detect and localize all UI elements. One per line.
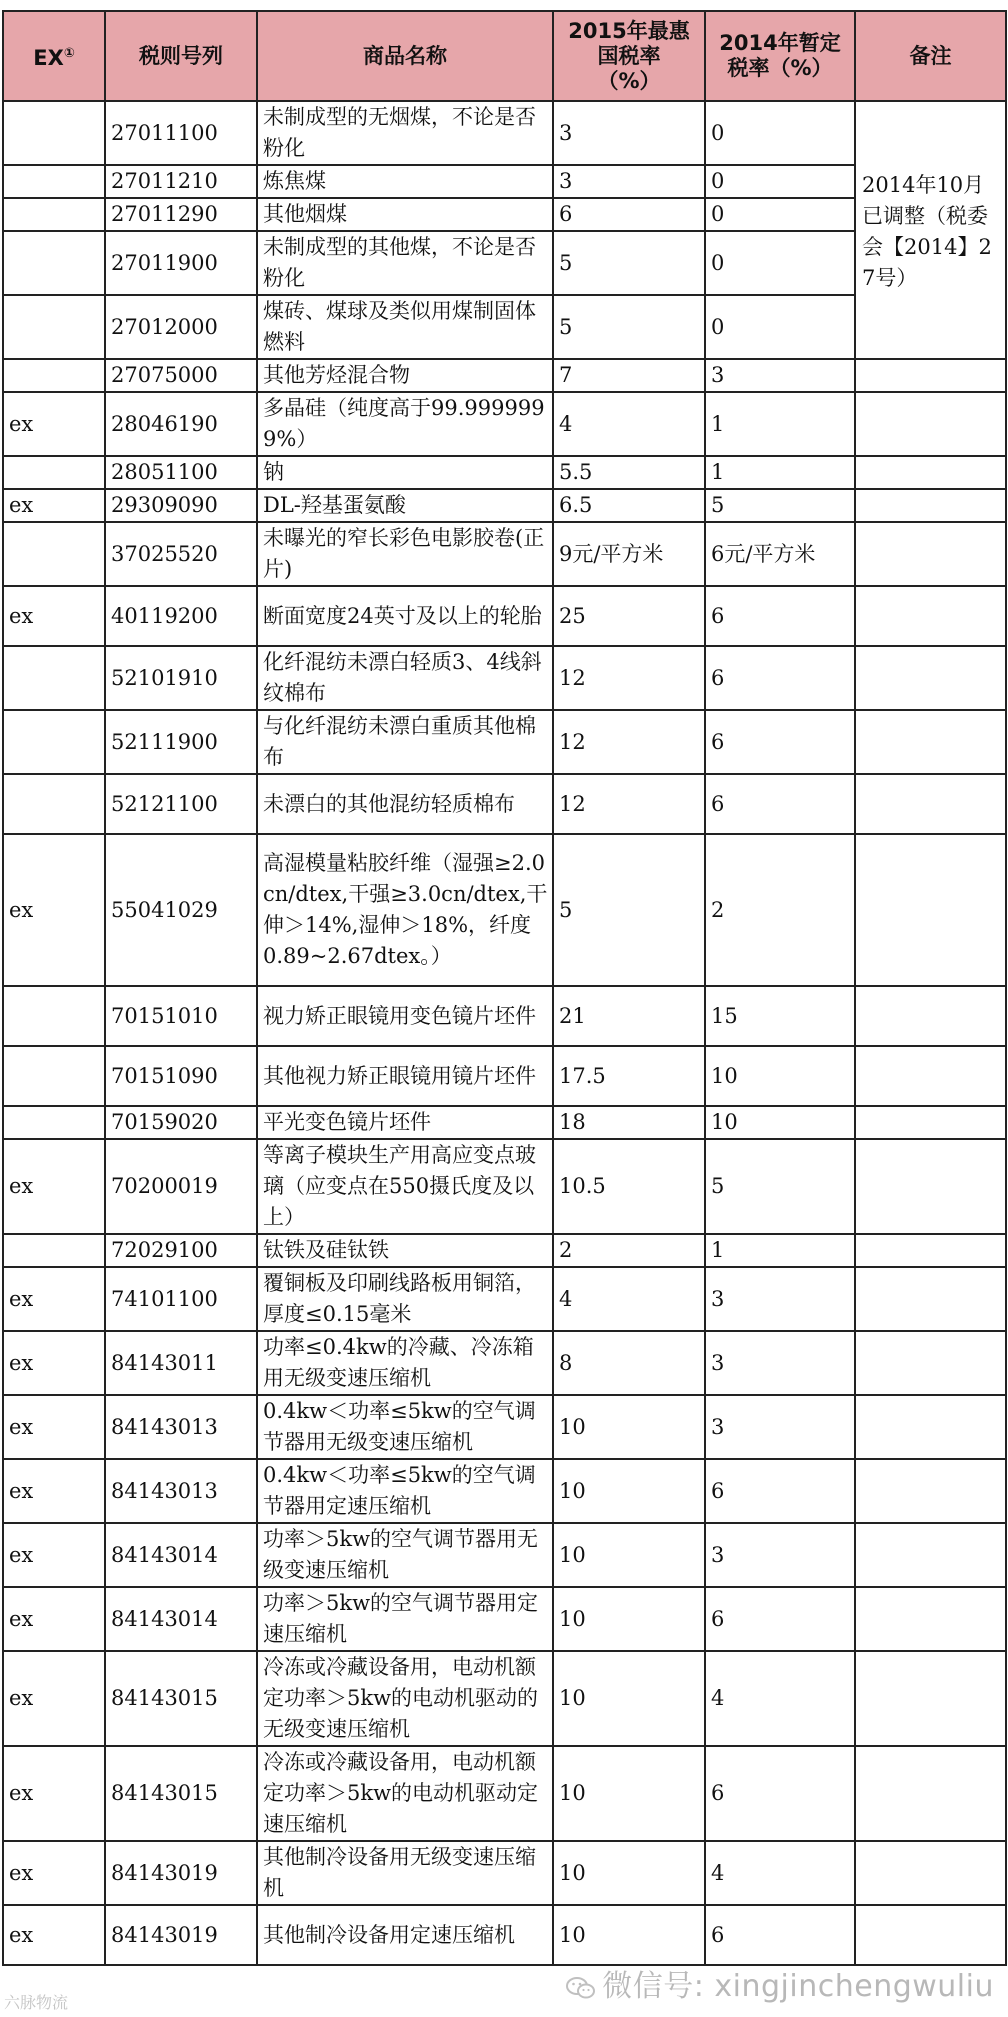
cell-mfn-rate: 9元/平方米 (553, 522, 705, 586)
table-row (3, 456, 1006, 489)
cell-note-empty (855, 1234, 1006, 1267)
source-watermark-text: 六脉物流 (4, 1993, 69, 2012)
cell-mfn-rate: 10 (553, 1523, 705, 1587)
cell-mfn-rate: 2 (553, 1234, 705, 1267)
cell-ex: ex (3, 1395, 105, 1459)
cell-note: 2014年10月已调整（税委会【2014】27号） (855, 101, 1006, 359)
cell-ex: ex (3, 586, 105, 646)
cell-ex: ex (3, 1905, 105, 1965)
cell-interim-rate: 0 (705, 295, 855, 359)
cell-code: 70151010 (105, 986, 257, 1046)
cell-interim-rate: 0 (705, 198, 855, 231)
cell-name: 未曝光的窄长彩色电影胶卷(正片) (257, 522, 553, 586)
table-row (3, 774, 1006, 834)
cell-note-empty (855, 1746, 1006, 1841)
cell-mfn-rate: 5 (553, 231, 705, 295)
table-row (3, 1587, 1006, 1651)
cell-note-empty (855, 359, 1006, 392)
table-row (3, 1331, 1006, 1395)
cell-code: 27011100 (105, 101, 257, 165)
cell-name: 0.4kw＜功率≤5kw的空气调节器用无级变速压缩机 (257, 1395, 553, 1459)
table-row (3, 1106, 1006, 1139)
cell-ex (3, 522, 105, 586)
cell-ex (3, 165, 105, 198)
cell-code: 74101100 (105, 1267, 257, 1331)
cell-ex: ex (3, 1523, 105, 1587)
cell-code: 84143014 (105, 1523, 257, 1587)
cell-ex (3, 456, 105, 489)
cell-name: 其他制冷设备用定速压缩机 (257, 1905, 553, 1965)
cell-mfn-rate: 5 (553, 834, 705, 986)
cell-note-empty (855, 489, 1006, 522)
cell-note-empty (855, 1841, 1006, 1905)
cell-name: 平光变色镜片坯件 (257, 1106, 553, 1139)
header-ex: EX① (3, 11, 105, 101)
cell-name: 钠 (257, 456, 553, 489)
table-row (3, 1651, 1006, 1746)
cell-name: 功率＞5kw的空气调节器用无级变速压缩机 (257, 1523, 553, 1587)
cell-mfn-rate: 4 (553, 1267, 705, 1331)
cell-interim-rate: 6 (705, 646, 855, 710)
cell-mfn-rate: 10 (553, 1905, 705, 1965)
cell-note-empty (855, 1046, 1006, 1106)
cell-note-empty (855, 1267, 1006, 1331)
header-name: 商品名称 (257, 11, 553, 101)
table-row (3, 834, 1006, 986)
cell-ex: ex (3, 1587, 105, 1651)
cell-name: 视力矫正眼镜用变色镜片坯件 (257, 986, 553, 1046)
cell-ex: ex (3, 1331, 105, 1395)
cell-code: 84143013 (105, 1395, 257, 1459)
table-row (3, 710, 1006, 774)
cell-mfn-rate: 4 (553, 392, 705, 456)
cell-ex (3, 1046, 105, 1106)
table-row (3, 1459, 1006, 1523)
cell-note-empty (855, 986, 1006, 1046)
header-note: 备注 (855, 11, 1006, 101)
cell-mfn-rate: 7 (553, 359, 705, 392)
cell-code: 27011290 (105, 198, 257, 231)
cell-code: 70159020 (105, 1106, 257, 1139)
cell-interim-rate: 4 (705, 1841, 855, 1905)
cell-interim-rate: 6 (705, 586, 855, 646)
cell-mfn-rate: 8 (553, 1331, 705, 1395)
cell-note-empty (855, 522, 1006, 586)
cell-code: 72029100 (105, 1234, 257, 1267)
cell-ex: ex (3, 392, 105, 456)
table-row (3, 489, 1006, 522)
table-row (3, 586, 1006, 646)
cell-mfn-rate: 10.5 (553, 1139, 705, 1234)
cell-mfn-rate: 5.5 (553, 456, 705, 489)
table-row (3, 1523, 1006, 1587)
cell-mfn-rate: 12 (553, 774, 705, 834)
cell-code: 27075000 (105, 359, 257, 392)
cell-interim-rate: 6 (705, 1746, 855, 1841)
cell-note-empty (855, 1106, 1006, 1139)
cell-code: 84143013 (105, 1459, 257, 1523)
cell-ex (3, 646, 105, 710)
cell-mfn-rate: 12 (553, 646, 705, 710)
cell-note-empty (855, 834, 1006, 986)
cell-note-empty (855, 1331, 1006, 1395)
cell-name: 钛铁及硅钛铁 (257, 1234, 553, 1267)
cell-name: 未制成型的无烟煤，不论是否粉化 (257, 101, 553, 165)
cell-ex (3, 231, 105, 295)
cell-mfn-rate: 10 (553, 1841, 705, 1905)
wechat-id: 微信号: xingjinchengwuliu (602, 1969, 994, 2004)
cell-ex: ex (3, 834, 105, 986)
cell-name: 未漂白的其他混纺轻质棉布 (257, 774, 553, 834)
table-row (3, 392, 1006, 456)
cell-ex: ex (3, 1746, 105, 1841)
cell-mfn-rate: 6.5 (553, 489, 705, 522)
cell-name: 冷冻或冷藏设备用，电动机额定功率＞5kw的电动机驱动定速压缩机 (257, 1746, 553, 1841)
cell-note-empty (855, 456, 1006, 489)
cell-name: 功率≤0.4kw的冷藏、冷冻箱用无级变速压缩机 (257, 1331, 553, 1395)
cell-mfn-rate: 12 (553, 710, 705, 774)
cell-mfn-rate: 10 (553, 1651, 705, 1746)
table-row (3, 1046, 1006, 1106)
cell-code: 29309090 (105, 489, 257, 522)
cell-code: 40119200 (105, 586, 257, 646)
cell-note-empty (855, 1523, 1006, 1587)
cell-interim-rate: 5 (705, 489, 855, 522)
table-row (3, 1841, 1006, 1905)
cell-mfn-rate: 10 (553, 1587, 705, 1651)
wechat-icon (566, 1976, 596, 2000)
cell-mfn-rate: 10 (553, 1746, 705, 1841)
table-row (3, 1267, 1006, 1331)
cell-interim-rate: 10 (705, 1046, 855, 1106)
cell-code: 84143014 (105, 1587, 257, 1651)
cell-code: 84143015 (105, 1651, 257, 1746)
cell-code: 84143015 (105, 1746, 257, 1841)
cell-mfn-rate: 6 (553, 198, 705, 231)
cell-code: 27011210 (105, 165, 257, 198)
table-row (3, 101, 1006, 165)
cell-ex (3, 101, 105, 165)
table-row (3, 986, 1006, 1046)
cell-ex (3, 710, 105, 774)
cell-note-empty (855, 1395, 1006, 1459)
table-row (3, 1905, 1006, 1965)
cell-interim-rate: 1 (705, 1234, 855, 1267)
cell-interim-rate: 3 (705, 1267, 855, 1331)
cell-note-empty (855, 1587, 1006, 1651)
cell-name: 覆铜板及印刷线路板用铜箔，厚度≤0.15毫米 (257, 1267, 553, 1331)
cell-mfn-rate: 21 (553, 986, 705, 1046)
cell-note-empty (855, 1905, 1006, 1965)
cell-name: 其他芳烃混合物 (257, 359, 553, 392)
cell-code: 52121100 (105, 774, 257, 834)
cell-ex: ex (3, 1139, 105, 1234)
tariff-table (2, 10, 1007, 1966)
cell-interim-rate: 6 (705, 1905, 855, 1965)
footnote-mark: ① (63, 46, 75, 61)
cell-mfn-rate: 3 (553, 165, 705, 198)
table-row (3, 1234, 1006, 1267)
cell-mfn-rate: 3 (553, 101, 705, 165)
cell-name: 断面宽度24英寸及以上的轮胎 (257, 586, 553, 646)
cell-note-empty (855, 1139, 1006, 1234)
cell-code: 28046190 (105, 392, 257, 456)
cell-ex: ex (3, 1841, 105, 1905)
cell-interim-rate: 3 (705, 1523, 855, 1587)
cell-code: 84143011 (105, 1331, 257, 1395)
cell-ex (3, 774, 105, 834)
cell-note-empty (855, 774, 1006, 834)
cell-ex (3, 1106, 105, 1139)
cell-code: 28051100 (105, 456, 257, 489)
cell-name: 未制成型的其他煤，不论是否粉化 (257, 231, 553, 295)
cell-name: 功率＞5kw的空气调节器用定速压缩机 (257, 1587, 553, 1651)
cell-name: 高湿模量粘胶纤维（湿强≥2.0cn/dtex,干强≥3.0cn/dtex,干伸＞14%,湿伸＞18%，纤度0.89~2.67dtex。） (257, 834, 553, 986)
cell-ex: ex (3, 489, 105, 522)
cell-interim-rate: 6 (705, 1587, 855, 1651)
cell-ex: ex (3, 1267, 105, 1331)
cell-name: 与化纤混纺未漂白重质其他棉布 (257, 710, 553, 774)
table-row (3, 1746, 1006, 1841)
cell-code: 27011900 (105, 231, 257, 295)
cell-name: 等离子模块生产用高应变点玻璃（应变点在550摄氏度及以上） (257, 1139, 553, 1234)
cell-ex (3, 198, 105, 231)
cell-code: 52111900 (105, 710, 257, 774)
cell-name: 炼焦煤 (257, 165, 553, 198)
cell-code: 70151090 (105, 1046, 257, 1106)
cell-ex (3, 359, 105, 392)
cell-code: 84143019 (105, 1841, 257, 1905)
cell-name: 0.4kw＜功率≤5kw的空气调节器用定速压缩机 (257, 1459, 553, 1523)
cell-interim-rate: 0 (705, 165, 855, 198)
cell-interim-rate: 3 (705, 1331, 855, 1395)
cell-mfn-rate: 18 (553, 1106, 705, 1139)
cell-interim-rate: 0 (705, 231, 855, 295)
cell-interim-rate: 6 (705, 1459, 855, 1523)
cell-ex (3, 986, 105, 1046)
cell-interim-rate: 10 (705, 1106, 855, 1139)
cell-interim-rate: 1 (705, 456, 855, 489)
cell-name: 冷冻或冷藏设备用，电动机额定功率＞5kw的电动机驱动的无级变速压缩机 (257, 1651, 553, 1746)
cell-note-empty (855, 646, 1006, 710)
cell-interim-rate: 6 (705, 710, 855, 774)
cell-code: 84143019 (105, 1905, 257, 1965)
cell-interim-rate: 4 (705, 1651, 855, 1746)
cell-interim-rate: 0 (705, 101, 855, 165)
cell-ex: ex (3, 1651, 105, 1746)
cell-note-empty (855, 586, 1006, 646)
cell-interim-rate: 3 (705, 1395, 855, 1459)
cell-name: 其他烟煤 (257, 198, 553, 231)
cell-mfn-rate: 5 (553, 295, 705, 359)
table-body (3, 101, 1006, 1965)
cell-note-empty (855, 392, 1006, 456)
cell-code: 27012000 (105, 295, 257, 359)
cell-ex (3, 1234, 105, 1267)
cell-note-empty (855, 1459, 1006, 1523)
table-row (3, 1139, 1006, 1234)
cell-interim-rate: 2 (705, 834, 855, 986)
cell-interim-rate: 5 (705, 1139, 855, 1234)
cell-mfn-rate: 17.5 (553, 1046, 705, 1106)
cell-code: 37025520 (105, 522, 257, 586)
table-row (3, 1395, 1006, 1459)
cell-interim-rate: 3 (705, 359, 855, 392)
cell-code: 55041029 (105, 834, 257, 986)
cell-mfn-rate: 10 (553, 1395, 705, 1459)
wechat-watermark (566, 1961, 994, 2005)
table-row (3, 359, 1006, 392)
cell-name: 其他制冷设备用无级变速压缩机 (257, 1841, 553, 1905)
header-code: 税则号列 (105, 11, 257, 101)
cell-code: 70200019 (105, 1139, 257, 1234)
cell-mfn-rate: 10 (553, 1459, 705, 1523)
cell-note-empty (855, 1651, 1006, 1746)
cell-interim-rate: 6 (705, 774, 855, 834)
cell-name: 多晶硅（纯度高于99.9999999%） (257, 392, 553, 456)
cell-note-empty (855, 710, 1006, 774)
cell-mfn-rate: 25 (553, 586, 705, 646)
header-interim-2014: 2014年暂定 税率（%） (705, 11, 855, 101)
cell-interim-rate: 1 (705, 392, 855, 456)
cell-name: DL-羟基蛋氨酸 (257, 489, 553, 522)
table-row (3, 522, 1006, 586)
cell-name: 煤砖、煤球及类似用煤制固体燃料 (257, 295, 553, 359)
cell-code: 52101910 (105, 646, 257, 710)
cell-interim-rate: 15 (705, 986, 855, 1046)
cell-interim-rate: 6元/平方米 (705, 522, 855, 586)
header-mfn-2015: 2015年最惠 国税率 （%） (553, 11, 705, 101)
source-watermark (4, 1990, 68, 2013)
cell-name: 化纤混纺未漂白轻质3、4线斜纹棉布 (257, 646, 553, 710)
cell-ex (3, 295, 105, 359)
cell-name: 其他视力矫正眼镜用镜片坯件 (257, 1046, 553, 1106)
table-row (3, 646, 1006, 710)
cell-ex: ex (3, 1459, 105, 1523)
table-header (3, 11, 1006, 101)
